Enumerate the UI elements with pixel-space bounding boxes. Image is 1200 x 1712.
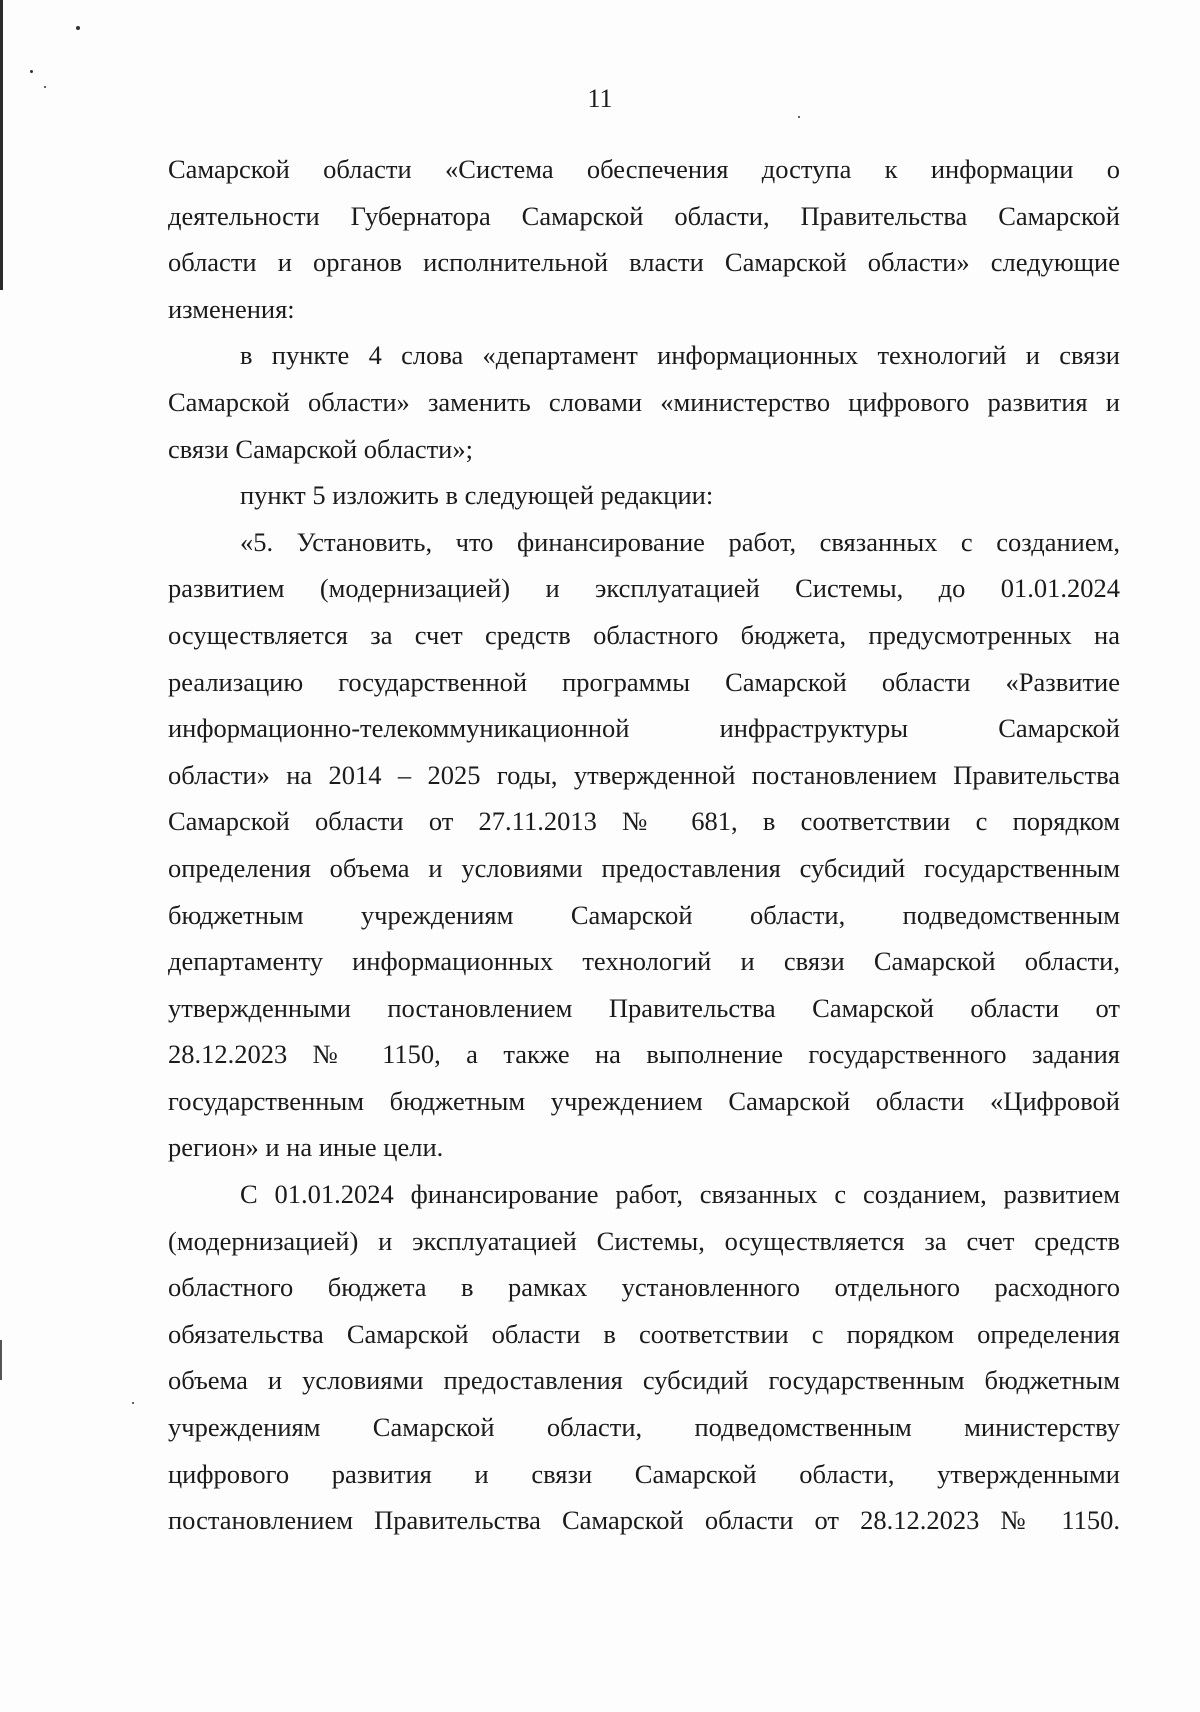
text-line: объема и условиями предоставления субсидий государственным бюджетным — [168, 1365, 1120, 1396]
document-body — [168, 146, 1120, 1544]
text-line: Самарской области «Система обеспечения доступа к информации о — [168, 154, 1120, 184]
text-line: бюджетным учреждениям Самарской области, подведомственным — [168, 899, 1120, 930]
text-line: Самарской области» заменить словами «министерство цифрового развития и — [168, 386, 1120, 417]
text-line: области» на 2014 – 2025 годы, утвержденной постановлением Правительства — [168, 759, 1120, 790]
scan-speck — [76, 26, 80, 30]
text-line: 28.12.2023 № 1150, а также на выполнение государственного задания — [168, 1039, 1120, 1070]
text-line: государственным бюджетным учреждением Самарской области «Цифровой — [168, 1085, 1120, 1116]
text-line: области и органов исполнительной власти Самарской области» следующие — [168, 247, 1120, 278]
text-line: департаменту информационных технологий и связи Самарской области, — [168, 946, 1120, 977]
text-line: Самарской области от 27.11.2013 № 681, в соответствии с порядком — [168, 806, 1120, 837]
text-line: цифрового развития и связи Самарской области, утвержденными — [168, 1458, 1120, 1489]
text-line: в пункте 4 слова «департамент информационных технологий и связи — [240, 340, 1120, 371]
text-line: «5. Установить, что финансирование работ, связанных с созданием, — [240, 526, 1120, 557]
scan-speck — [132, 1402, 134, 1404]
text-line: определения объема и условиями предоставления субсидий государственным — [168, 852, 1120, 883]
text-line: С 01.01.2024 финансирование работ, связанных с созданием, развитием — [240, 1179, 1120, 1210]
scan-speck — [30, 70, 33, 73]
scan-edge-mark — [0, 0, 3, 290]
text-line: утвержденными постановлением Правительства Самарской области от — [168, 992, 1120, 1023]
text-line: деятельности Губернатора Самарской области, Правительства Самарской — [168, 200, 1120, 231]
text-line: обязательства Самарской области в соответствии с порядком определения — [168, 1318, 1120, 1349]
text-line: изменения: — [168, 293, 295, 324]
text-line: осуществляется за счет средств областного бюджета, предусмотренных на — [168, 619, 1120, 650]
text-line: пункт 5 изложить в следующей редакции: — [240, 480, 714, 511]
text-line: развитием (модернизацией) и эксплуатацией Системы, до 01.01.2024 — [168, 573, 1120, 604]
text-line: связи Самарской области»; — [168, 433, 473, 464]
text-line: областного бюджета в рамках установленного отдельного расходного — [168, 1272, 1120, 1303]
scan-edge-mark — [0, 1340, 2, 1380]
text-line: информационно-телекоммуникационной инфраструктуры Самарской — [168, 713, 1120, 744]
text-line: регион» и на иные цели. — [168, 1132, 444, 1163]
text-line: постановлением Правительства Самарской области от 28.12.2023 № 1150. — [168, 1505, 1120, 1536]
text-line: (модернизацией) и эксплуатацией Системы, осуществляется за счет средств — [168, 1225, 1120, 1256]
text-line: учреждениям Самарской области, подведомственным министерству — [168, 1412, 1120, 1443]
page-number: 11 — [587, 84, 613, 113]
scan-speck — [798, 116, 800, 118]
text-line: реализацию государственной программы Самарской области «Развитие — [168, 666, 1120, 697]
